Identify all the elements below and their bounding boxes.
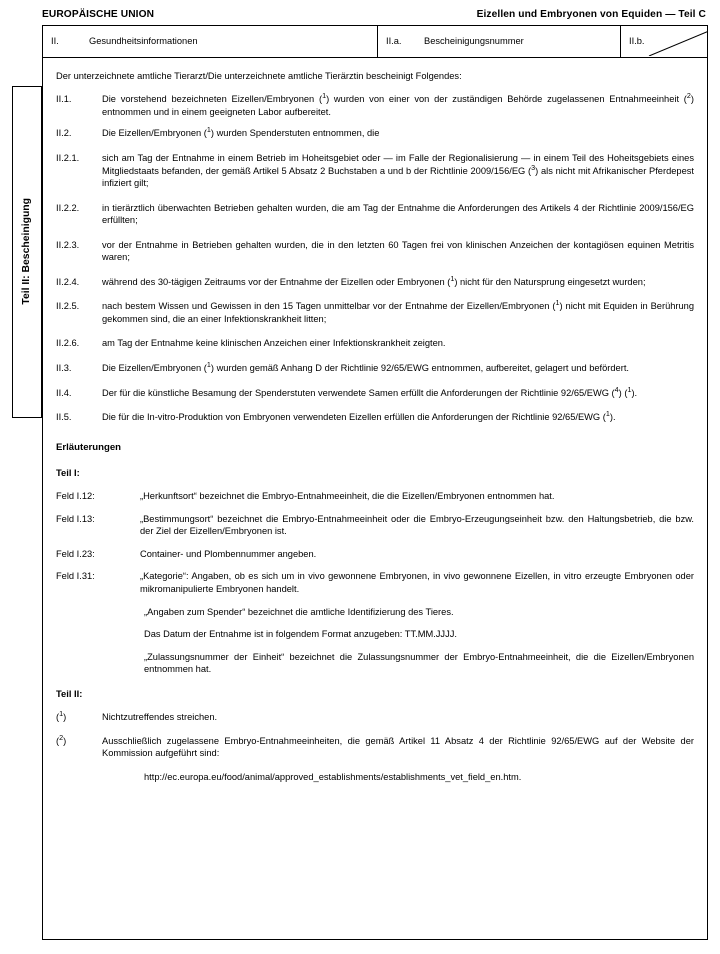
field-iia-certificate-number — [378, 26, 621, 57]
attestation-intro: Der unterzeichnete amtliche Tierarzt/Die unterzeichnete amtliche Tierärztin bescheinigt Folgendes: — [56, 70, 462, 81]
field-note-i-13 — [52, 513, 696, 538]
field-note-i-31-label: Feld I.31: — [56, 571, 95, 582]
clause-ii-2-6 — [52, 337, 696, 350]
clause-ii-5-label: II.5. — [56, 412, 72, 423]
clause-ii-5 — [52, 408, 696, 424]
clause-ii-2 — [52, 127, 696, 140]
clause-ii-2-1-label: II.2.1. — [56, 152, 80, 163]
footnote-2-marker: ($^2$) — [56, 732, 67, 746]
clause-ii-1-label: II.1. — [56, 94, 72, 105]
field-note-i-12 — [52, 490, 696, 503]
footnote-ref: 1 — [605, 408, 610, 418]
header-right-title: Eizellen und Embryonen von Equiden — Teil C — [476, 9, 706, 20]
certificate-content — [43, 58, 707, 798]
clause-ii-1 — [52, 93, 696, 118]
footnote-1-text: Nichtzutreffendes streichen. — [102, 712, 218, 723]
footnote-ref: 2 — [686, 91, 691, 101]
clause-ii-2-5-text: nach bestem Wissen und Gewissen in den 15 Tagen unmittelbar vor der Entnahme der Eizellen/Embryonen ($^1$) nicht mit Equiden in Berührung gekommen sind, die an einer Infektionskrankheit litten; — [102, 298, 695, 324]
clause-ii-2-3-label: II.2.3. — [56, 239, 80, 250]
footnote-ref: 1 — [206, 359, 211, 369]
certificate-top-row — [43, 26, 707, 58]
header-left-title: EUROPÄISCHE UNION — [42, 9, 155, 20]
footnote-ref: 1 — [627, 384, 632, 394]
explanations-title: Erläuterungen — [56, 441, 122, 453]
clause-ii-2-3 — [52, 239, 696, 264]
field-note-i-23-text: Container- und Plombennummer angeben. — [140, 548, 317, 559]
clause-ii-2-label: II.2. — [56, 128, 72, 139]
field-note-i-23-label: Feld I.23: — [56, 548, 95, 559]
clause-ii-4-text: Der für die künstliche Besamung der Spenderstuten verwendete Samen erfüllt die Anforderungen der Richtlinie 92/65/EWG ($^4$) ($^1$). — [102, 384, 638, 398]
footnote-ref: 1 — [450, 273, 455, 283]
field-iia-label: Bescheinigungsnummer — [424, 35, 524, 46]
side-label-column — [12, 25, 42, 940]
clause-ii-2-text: Die Eizellen/Embryonen ($^1$) wurden Spenderstuten entnommen, die — [102, 125, 380, 139]
field-iib — [621, 26, 707, 57]
clause-ii-2-1 — [52, 152, 696, 190]
footnote-2-text: Ausschließlich zugelassene Embryo-Entnahmeeinheiten, die gemäß Artikel 11 Absatz 4 der Richtlinie 92/65/EWG auf der Website der Kommission aufgeführt sind: — [102, 735, 694, 759]
field-note-i-31-sub-3: „Zulassungsnummer der Einheit“ bezeichnet die Zulassungsnummer der Embryo-Entnahmeeinheit, die die Eizellen/Embryonen entnommen hat. — [144, 651, 694, 675]
clause-ii-4 — [52, 384, 696, 400]
clause-ii-3 — [52, 359, 696, 375]
clause-ii-2-1-text: sich am Tag der Entnahme in einem Betrieb im Hoheitsgebiet oder — im Falle der Regionalisierung — in einem Teil des Hoheitsgebiets eines Mitgliedstaats befanden, der gemäß Artikel 5 Absatz 2 Buchstaben a und b der Richtlinie 2009/156/EG ($^3$) als nicht mit Afrikanischer Pferdepest infiziert gilt; — [102, 152, 694, 189]
clause-ii-2-5-label: II.2.5. — [56, 301, 80, 312]
footnote-2 — [52, 732, 696, 760]
footnote-1 — [52, 711, 696, 724]
clause-ii-2-5 — [52, 300, 696, 325]
field-ii-number: II. — [51, 35, 59, 46]
part-ii-title: Teil II: — [56, 687, 83, 699]
field-note-i-31-sub-1: „Angaben zum Spender“ bezeichnet die amtliche Identifizierung des Tieres. — [144, 606, 454, 617]
field-note-i-12-label: Feld I.12: — [56, 491, 95, 502]
certificate-main-box — [42, 25, 708, 940]
document-body — [12, 25, 708, 940]
clause-ii-2-4-label: II.2.4. — [56, 276, 80, 287]
footnote-ref: 3 — [531, 162, 536, 172]
field-ii-health-information — [43, 26, 378, 57]
commission-website-url: http://ec.europa.eu/food/animal/approved_establishments/establishments_vet_field_en.htm. — [144, 772, 522, 783]
clause-ii-5-text: Die für die In-vitro-Produktion von Embryonen verwendeten Eizellen erfüllen die Anforderungen der Richtlinie 92/65/EWG ($^1$). — [102, 408, 616, 423]
footnote-ref: 1 — [555, 298, 560, 308]
clause-ii-2-6-label: II.2.6. — [56, 338, 80, 349]
field-iib-number: II.b. — [629, 35, 645, 46]
field-note-i-13-text: „Bestimmungsort“ bezeichnet die Embryo-Entnahmeeinheit oder die Embryo-Erzeugungseinheit bzw. den Haltungsbetrieb, die bzw. der Ziel der Eizellen/Embryonen ist. — [140, 513, 694, 537]
footnote-ref: 1 — [206, 125, 211, 135]
part-ii-vertical-label — [12, 86, 42, 418]
field-ii-label: Gesundheitsinformationen — [89, 35, 198, 46]
field-note-i-31 — [52, 570, 696, 595]
document-header — [12, 8, 708, 25]
clause-ii-2-4 — [52, 273, 696, 289]
clause-ii-1-text: Die vorstehend bezeichneten Eizellen/Embryonen ($^1$) wurden von einer von der zuständigen Behörde zugelassenen Entnahmeeinheit ($^2$) entnommen und in einem geeigneten Labor aufbereitet. — [102, 91, 694, 117]
clause-ii-2-6-text: am Tag der Entnahme keine klinischen Anzeichen einer Infektionskrankheit zeigten. — [102, 338, 446, 349]
clause-ii-2-2-label: II.2.2. — [56, 202, 80, 213]
field-note-i-31-text: „Kategorie“: Angaben, ob es sich um in vivo gewonnene Embryonen, in vivo gewonnene Eizellen, in vitro erzeugte Embryonen oder mikromanipulierte Embryonen handelt. — [140, 571, 694, 594]
footnote-ref: 1 — [322, 91, 327, 101]
part-ii-vertical-label-text: Teil II: Bescheinigung — [20, 198, 32, 306]
field-iia-number: II.a. — [386, 35, 402, 46]
clause-ii-2-2-text: in tierärztlich überwachten Betrieben gehalten wurden, die am Tag der Entnahme die Anforderungen des Artikels 4 der Richtlinie 2009/156/EG erfüllten; — [102, 202, 694, 226]
clause-ii-2-2 — [52, 202, 696, 227]
field-note-i-31-sub-2: Das Datum der Entnahme ist in folgendem Format anzugeben: TT.MM.JJJJ. — [144, 629, 457, 640]
footnote-1-marker: ($^1$) — [56, 709, 67, 723]
field-note-i-23 — [52, 548, 696, 561]
field-note-i-12-text: „Herkunftsort“ bezeichnet die Embryo-Entnahmeeinheit, die die Eizellen/Embryonen entnommen hat. — [140, 491, 555, 502]
field-note-i-13-label: Feld I.13: — [56, 513, 95, 524]
clause-ii-2-3-text: vor der Entnahme in Betrieben gehalten wurden, die in den letzten 60 Tagen frei von klinischen Anzeichen der kontagiösen equinen Metritis waren; — [102, 239, 694, 263]
clause-ii-4-label: II.4. — [56, 387, 72, 398]
clause-ii-3-text: Die Eizellen/Embryonen ($^1$) wurden gemäß Anhang D der Richtlinie 92/65/EWG entnommen, aufbereitet, gelagert und befördert. — [102, 359, 629, 373]
clause-ii-2-4-text: während des 30-tägigen Zeitraums vor der Entnahme der Eizellen oder Embryonen ($^1$) nicht für den Natursprung eingesetzt wurden; — [102, 273, 646, 287]
part-i-title: Teil I: — [56, 466, 80, 478]
clause-ii-3-label: II.3. — [56, 362, 72, 373]
footnote-ref: 4 — [614, 384, 619, 394]
